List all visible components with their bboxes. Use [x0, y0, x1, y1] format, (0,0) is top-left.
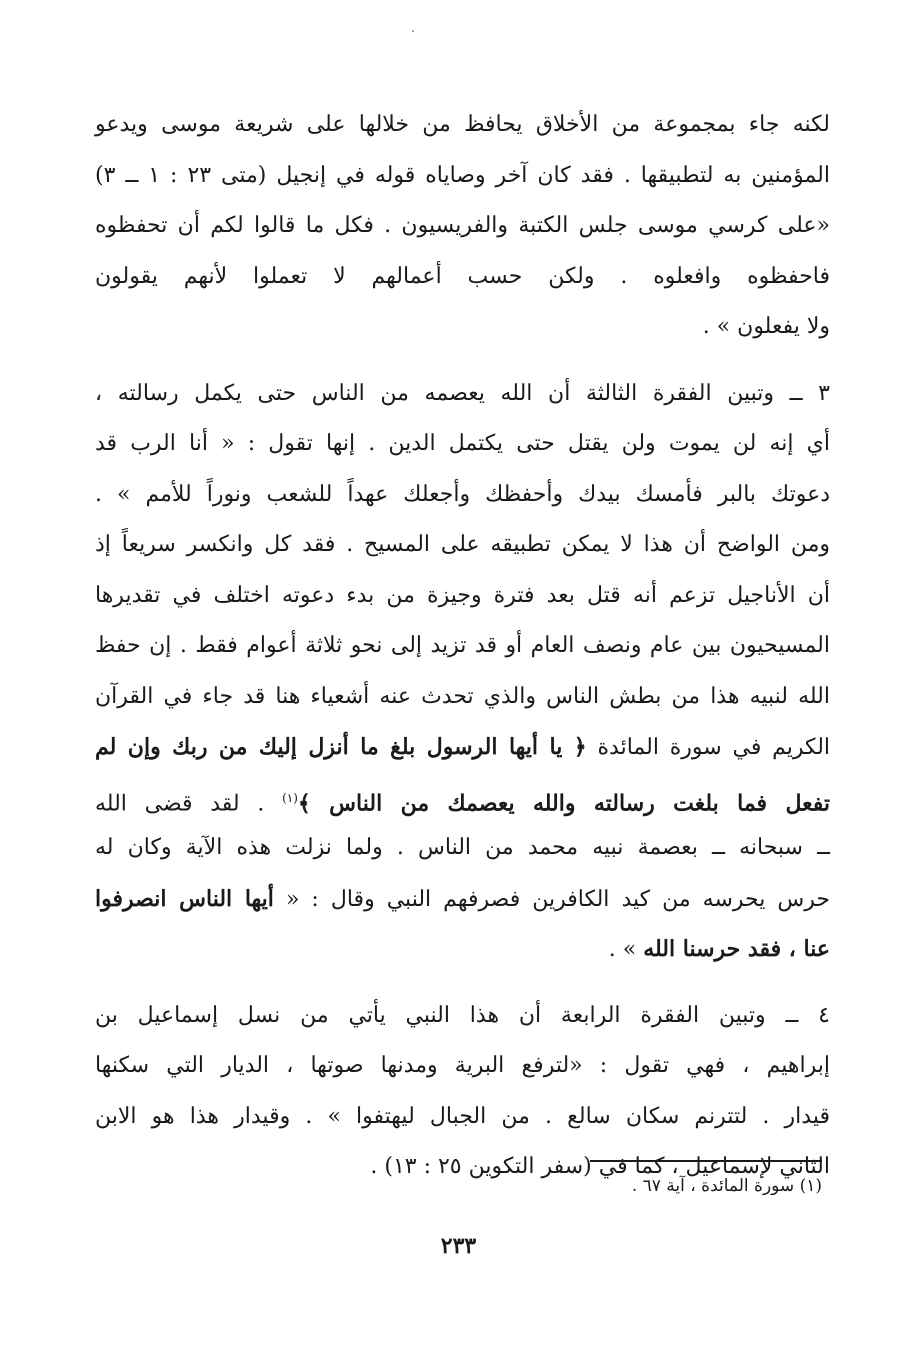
- quran-line-1: [95, 722, 830, 773]
- text-line: أي إنه لن يموت ولن يقتل حتى يكتمل الدين . إنها تقول : « أنا الرب قد: [95, 431, 830, 456]
- quran-verse: تفعل فما بلغت رسالته والله يعصمك من الناس ﴾: [297, 789, 830, 816]
- quran-suffix: . لقد قضى الله: [95, 790, 265, 816]
- text-line: أن الأناجيل تزعم أنه قتل بعد فترة وجيزة من بدء دعوته اختلف في تقديرها: [95, 582, 830, 608]
- paragraph-3: [95, 991, 830, 1193]
- text-line: الثاني لإسماعيل ، كما في (سفر التكوين ٢٥ : ١٣) .: [370, 1154, 830, 1179]
- hadith-prefix: حرس يحرسه من كيد الكافرين فصرفهم النبي وقال : «: [285, 886, 830, 912]
- body-text: [95, 100, 830, 1193]
- footnote: (١) سورة المائدة ، آية ٦٧ .: [631, 1176, 822, 1196]
- hadith-line-1: [95, 874, 830, 925]
- hadith-bold: أيها الناس انصرفوا: [95, 885, 274, 912]
- paragraph-2: [95, 369, 830, 975]
- footnote-ref: (١): [282, 790, 298, 805]
- text-line: ولا يفعلون » .: [702, 314, 830, 339]
- text-line: ٤ ــ وتبين الفقرة الرابعة أن هذا النبي يأتي من نسل إسماعيل بن: [95, 1002, 830, 1028]
- quran-line-2: [95, 773, 830, 824]
- page-number: ٢٣٣: [440, 1233, 477, 1259]
- hadith-line-2: [95, 924, 830, 975]
- quran-prefix: الكريم في سورة المائدة: [597, 735, 831, 760]
- text-line: قيدار . لتترنم سكان سالع . من الجبال ليهتفوا » . وقيدار هذا هو الابن: [95, 1103, 830, 1129]
- text-line: «على كرسي موسى جلس الكتبة والفريسيون . فكل ما قالوا لكم أن تحفظوه: [95, 213, 830, 238]
- text-line: لكنه جاء بمجموعة من الأخلاق يحافظ من خلالها على شريعة موسى ويدعو: [95, 112, 830, 137]
- text-line: ٣ ــ وتبين الفقرة الثالثة أن الله يعصمه من الناس حتى يكمل رسالته ،: [95, 380, 830, 406]
- text-line: ومن الواضح أن هذا لا يمكن تطبيقه على المسيح . فقد كل وانكسر سريعاً إذ: [95, 532, 830, 557]
- quran-verse: ﴿ يا أيها الرسول بلغ ما أنزل إليك من ربك وإن لم: [95, 734, 587, 760]
- scan-speck: [412, 30, 414, 32]
- text-line: ــ سبحانه ــ بعصمة نبيه محمد من الناس . ولما نزلت هذه الآية وكان له: [95, 835, 830, 860]
- hadith-suffix: » .: [608, 937, 637, 962]
- paragraph-1: [95, 100, 830, 353]
- text-line: إبراهيم ، فهي تقول : «لترفع البرية ومدنها صوتها ، الديار التي سكنها: [95, 1053, 830, 1078]
- text-line: الله لنبيه هذا من بطش الناس والذي تحدث عنه أشعياء هنا قد جاء في القرآن: [95, 683, 830, 709]
- footnote-divider: [590, 1160, 822, 1162]
- text-line: دعوتك بالبر فأمسك بيدك وأحفظك وأجعلك عهداً للشعب ونوراً للأمم » .: [95, 481, 830, 507]
- text-line: المسيحيون بين عام ونصف العام أو قد تزيد إلى نحو ثلاثة أعوام فقط . إن حفظ: [95, 633, 830, 658]
- hadith-bold: عنا ، فقد حرسنا الله: [643, 936, 830, 962]
- text-line: المؤمنين به لتطبيقها . فقد كان آخر وصاياه قوله في إنجيل (متى ٢٣ : ١ ــ ٣): [95, 162, 830, 188]
- text-line: فاحفظوه وافعلوه . ولكن حسب أعمالهم لا تعملوا لأنهم يقولون: [95, 263, 830, 289]
